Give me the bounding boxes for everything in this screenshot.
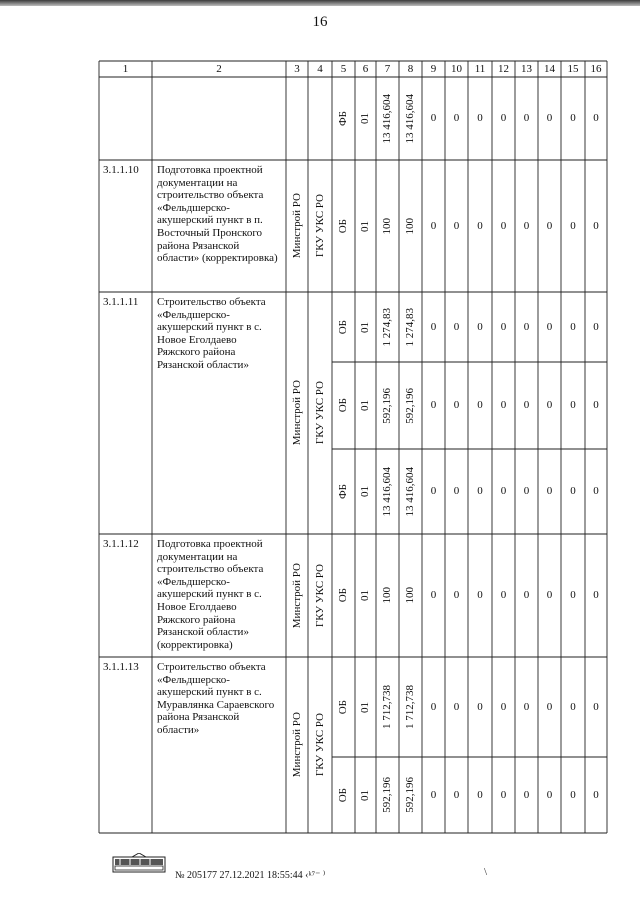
- year-value-14: 0: [546, 219, 553, 232]
- row-executor: [308, 77, 332, 160]
- doc-tail-mark: ‹ᵏ⁷⁻ ⁾: [305, 870, 326, 881]
- year-value-12: 0: [500, 788, 507, 801]
- row-executor: [308, 160, 332, 292]
- header-cell-11: 11: [474, 62, 486, 75]
- year-value-13: 0: [523, 112, 530, 124]
- budget-source: [332, 757, 355, 833]
- row-ministry: [286, 160, 308, 292]
- year-amount-value: 592,196: [404, 777, 416, 813]
- total-amount: [376, 657, 399, 757]
- ministry-label: Минстрой РО: [290, 193, 303, 259]
- year-value-13: 0: [523, 399, 530, 411]
- year-value-16: 0: [593, 219, 599, 232]
- year-value-11: 0: [477, 399, 483, 411]
- year-value-16: 0: [593, 700, 599, 713]
- year-value-9: 0: [430, 589, 437, 601]
- program-code: [355, 657, 376, 757]
- total-amount-value: 592,196: [381, 387, 393, 424]
- budget-source-value: ОБ: [337, 787, 349, 803]
- year-amount: [399, 77, 422, 160]
- total-amount-value: 1 712,738: [381, 685, 393, 729]
- program-code: [355, 757, 376, 833]
- program-code: [355, 534, 376, 657]
- row-code: 3.1.1.11: [103, 296, 139, 308]
- ministry-label: Минстрой РО: [290, 562, 303, 629]
- header-cell-14: 14: [544, 62, 555, 75]
- total-amount-value: 100: [381, 217, 393, 235]
- executor-label: ГКУ УКС РО: [313, 381, 326, 445]
- year-value-12: 0: [500, 399, 507, 411]
- header-cell-7: 7: [384, 62, 391, 75]
- year-value-13: 0: [523, 788, 530, 801]
- row-ministry: [286, 292, 308, 534]
- header-cell-13: 13: [521, 62, 532, 75]
- page-number: 16: [312, 14, 328, 30]
- year-amount: [399, 534, 422, 657]
- year-value-9: 0: [430, 219, 437, 232]
- year-value-15: 0: [570, 399, 576, 411]
- year-value-9: 0: [430, 485, 437, 497]
- year-value-15: 0: [570, 788, 576, 801]
- year-value-10: 0: [453, 219, 460, 232]
- budget-source: [332, 77, 355, 160]
- total-amount-value: 13 416,604: [381, 93, 393, 144]
- year-value-13: 0: [523, 700, 530, 713]
- header-cell-6: 6: [362, 62, 369, 75]
- year-amount: [399, 160, 422, 292]
- doc-number: № 205177 27.12.2021 18:55:44: [175, 870, 303, 881]
- year-amount-value: 13 416,604: [404, 93, 416, 144]
- program-code: [355, 160, 376, 292]
- year-value-16: 0: [593, 485, 599, 497]
- row-name: [152, 77, 286, 160]
- budget-source: [332, 292, 355, 362]
- row-executor: [308, 534, 332, 657]
- budget-source: [332, 160, 355, 292]
- total-amount-value: 1 274,83: [381, 307, 393, 347]
- year-value-10: 0: [453, 399, 460, 411]
- row-name: Подготовка проектной документации на строительство объекта «Фельдшерско-акушерский пункт в п. Восточный Пронского района Рязанской области» (корректировка): [157, 164, 278, 265]
- year-value-10: 0: [453, 485, 460, 497]
- program-code: [355, 449, 376, 534]
- header-cell-4: 4: [317, 62, 323, 75]
- year-value-10: 0: [453, 788, 460, 801]
- row-name: Подготовка проектной документации на строительство объекта «Фельдшерско-акушерский пункт в с. Новое Еголдаево Ряжского района Рязанской области» (корректировка): [157, 538, 264, 651]
- executor-label: ГКУ УКС РО: [313, 713, 326, 777]
- year-amount-value: 1 274,83: [404, 307, 416, 347]
- year-value-15: 0: [570, 112, 576, 124]
- total-amount: [376, 757, 399, 833]
- total-amount: [376, 534, 399, 657]
- row-code: 3.1.1.13: [103, 661, 139, 673]
- document-registration: [175, 870, 325, 881]
- year-value-11: 0: [477, 219, 483, 232]
- year-value-10: 0: [453, 589, 460, 601]
- year-value-14: 0: [546, 399, 553, 411]
- budget-source-value: ОБ: [337, 319, 349, 335]
- total-amount-value: 13 416,604: [381, 466, 393, 517]
- budget-source-value: ОБ: [337, 699, 349, 715]
- year-value-14: 0: [546, 788, 553, 801]
- total-amount-value: 100: [381, 587, 393, 604]
- year-amount: [399, 757, 422, 833]
- year-value-16: 0: [593, 112, 599, 124]
- year-value-14: 0: [546, 320, 553, 333]
- stamp-icon: [112, 853, 166, 873]
- total-amount-value: 592,196: [381, 777, 393, 813]
- year-value-9: 0: [430, 320, 437, 333]
- budget-source-value: ОБ: [337, 218, 349, 234]
- row-ministry: [286, 534, 308, 657]
- year-value-13: 0: [523, 219, 530, 232]
- scan-edge: [0, 0, 640, 6]
- header-cell-2: 2: [216, 62, 222, 75]
- year-value-15: 0: [570, 485, 576, 497]
- ministry-label: Минстрой РО: [290, 712, 303, 778]
- total-amount: [376, 449, 399, 534]
- program-code: [355, 292, 376, 362]
- year-amount: [399, 292, 422, 362]
- year-value-13: 0: [523, 485, 530, 497]
- year-value-15: 0: [570, 320, 576, 333]
- year-amount-value: 592,196: [404, 387, 416, 424]
- program-code-value: 01: [359, 789, 371, 801]
- year-value-11: 0: [477, 700, 483, 713]
- total-amount: [376, 292, 399, 362]
- budget-source-value: ОБ: [337, 398, 349, 413]
- year-value-9: 0: [430, 700, 437, 713]
- header-cell-12: 12: [498, 62, 509, 75]
- program-code-value: 01: [359, 400, 371, 411]
- header-cell-8: 8: [407, 62, 414, 75]
- year-value-15: 0: [570, 219, 576, 232]
- year-value-12: 0: [500, 589, 507, 601]
- year-amount-value: 100: [404, 217, 416, 235]
- budget-source: [332, 362, 355, 449]
- row-code: [99, 77, 152, 160]
- header-cell-1: 1: [122, 62, 129, 75]
- year-value-16: 0: [593, 399, 599, 411]
- year-value-13: 0: [523, 320, 530, 333]
- program-code: [355, 77, 376, 160]
- total-amount: [376, 362, 399, 449]
- year-value-11: 0: [477, 320, 483, 333]
- year-value-16: 0: [593, 788, 599, 801]
- budget-source-value: ОБ: [337, 588, 349, 603]
- row-ministry: [286, 657, 308, 833]
- year-amount: [399, 449, 422, 534]
- header-cell-10: 10: [451, 62, 462, 75]
- year-value-12: 0: [500, 219, 507, 232]
- program-code-value: 01: [359, 590, 371, 601]
- year-amount: [399, 362, 422, 449]
- budget-source: [332, 657, 355, 757]
- year-value-9: 0: [430, 112, 437, 124]
- budget-source: [332, 534, 355, 657]
- year-value-11: 0: [477, 788, 483, 801]
- program-code-value: 01: [359, 486, 371, 497]
- header-cell-9: 9: [430, 62, 437, 75]
- margin-mark: \: [484, 866, 488, 878]
- year-amount: [399, 657, 422, 757]
- year-value-14: 0: [546, 112, 553, 124]
- total-amount: [376, 77, 399, 160]
- year-value-16: 0: [593, 589, 599, 601]
- year-value-10: 0: [453, 320, 460, 333]
- year-value-12: 0: [500, 700, 507, 713]
- header-cell-16: 16: [590, 62, 602, 75]
- row-executor: [308, 657, 332, 833]
- row-code: 3.1.1.12: [103, 538, 139, 550]
- budget-source-value: ФБ: [337, 110, 349, 126]
- year-value-13: 0: [523, 589, 530, 601]
- row-name: Строительство объекта «Фельдшерско-акушерский пункт в с. Новое Еголдаево Ряжского района Рязанской области»: [157, 296, 266, 371]
- program-code-value: 01: [359, 113, 371, 124]
- year-value-15: 0: [570, 700, 576, 713]
- row-ministry: [286, 77, 308, 160]
- year-value-12: 0: [500, 320, 507, 333]
- program-code-value: 01: [359, 220, 371, 232]
- program-code-value: 01: [359, 701, 371, 713]
- header-cell-3: 3: [294, 62, 300, 75]
- year-value-14: 0: [546, 485, 553, 497]
- executor-label: ГКУ УКС РО: [313, 194, 326, 258]
- year-value-9: 0: [430, 788, 437, 801]
- budget-source: [332, 449, 355, 534]
- year-value-14: 0: [546, 700, 553, 713]
- executor-label: ГКУ УКС РО: [313, 563, 326, 628]
- row-name: Строительство объекта «Фельдшерско-акушерский пункт в с. Муравлянка Сараевского района Рязанской области»: [157, 661, 275, 736]
- ministry-label: Минстрой РО: [290, 380, 303, 446]
- year-amount-value: 1 712,738: [404, 685, 416, 729]
- year-value-12: 0: [500, 112, 507, 124]
- year-value-14: 0: [546, 589, 553, 601]
- year-value-12: 0: [500, 485, 507, 497]
- year-value-10: 0: [453, 700, 460, 713]
- year-value-11: 0: [477, 589, 483, 601]
- row-executor: [308, 292, 332, 534]
- year-value-15: 0: [570, 589, 576, 601]
- header-cell-5: 5: [340, 62, 347, 75]
- budget-source-value: ФБ: [337, 483, 349, 499]
- year-value-11: 0: [477, 485, 483, 497]
- year-amount-value: 13 416,604: [404, 466, 416, 517]
- header-cell-15: 15: [567, 62, 579, 75]
- year-value-16: 0: [593, 320, 599, 333]
- year-value-11: 0: [477, 112, 483, 124]
- program-code-value: 01: [359, 321, 371, 333]
- row-code: 3.1.1.10: [103, 164, 139, 176]
- year-value-10: 0: [453, 112, 460, 124]
- year-value-9: 0: [430, 399, 437, 411]
- total-amount: [376, 160, 399, 292]
- program-code: [355, 362, 376, 449]
- year-amount-value: 100: [404, 587, 416, 604]
